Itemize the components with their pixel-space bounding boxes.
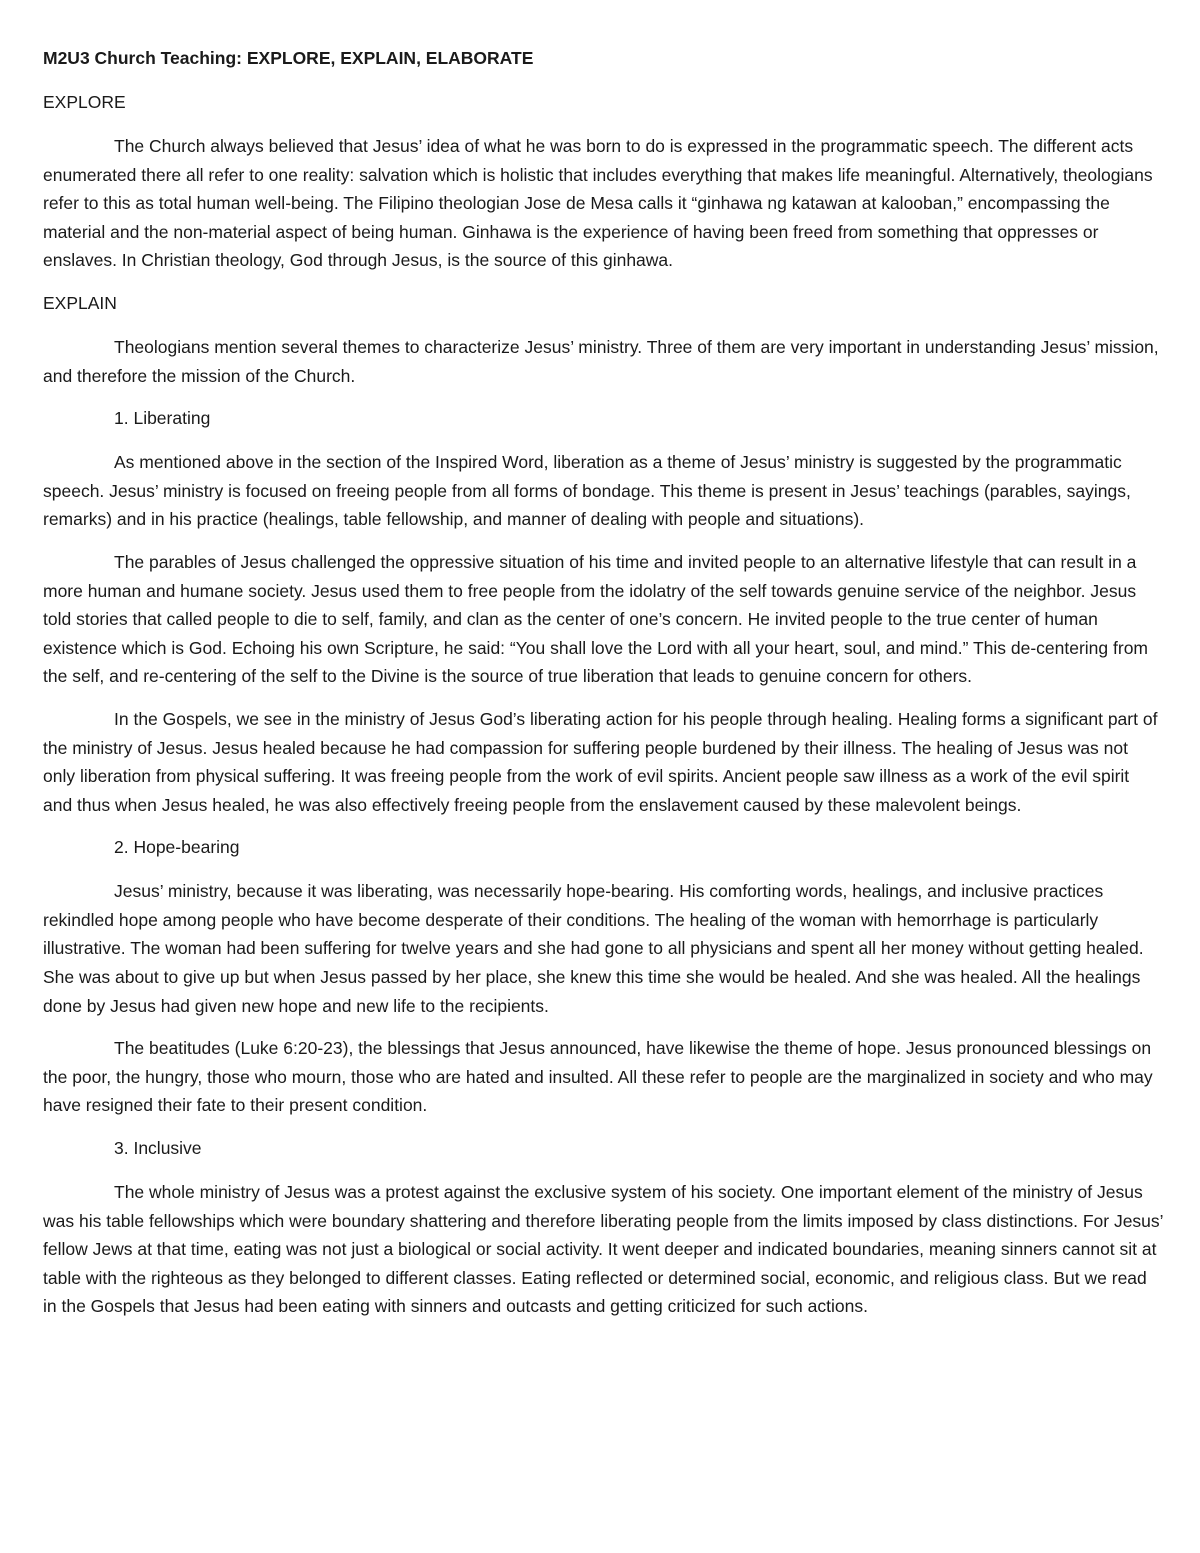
theme-heading-liberating: 1. Liberating bbox=[114, 408, 211, 429]
liberating-paragraph: The parables of Jesus challenged the oppressive situation of his time and invited people to an alternative lifestyle that can result in a more human and humane society. Jesus used them to free people from the idolatry of the self towards genuine service of the neighbor. Jesus told stories that called people to die to self, family, and clan as the center of one’s concern. He invited people to the true center of human existence which is God. Echoing his own Scripture, he said: “You shall love the Lord with all your heart, soul, and mind.” This de-centering from the self, and re-centering of the self to the Divine is the source of true liberation that leads to genuine concern for others. bbox=[43, 551, 1149, 687]
document-title: M2U3 Church Teaching: EXPLORE, EXPLAIN, ELABORATE bbox=[43, 48, 534, 68]
explore-paragraph: The Church always believed that Jesus’ idea of what he was born to do is expressed in the programmatic speech. The different acts enumerated there all refer to one reality: salvation which is holistic that includes everything that makes life meaningful. Alternatively, theologians refer to this as total human well-being. The Filipino theologian Jose de Mesa calls it “ginhawa ng katawan at kalooban,” encompassing the material and the non-material aspect of being human. Ginhawa is the experience of having been freed from something that oppresses or enslaves. In Christian theology, God through Jesus, is the source of this ginhawa. bbox=[43, 136, 1153, 271]
theme-heading-inclusive: 3. Inclusive bbox=[114, 1138, 202, 1159]
document-page bbox=[43, 44, 1163, 1335]
liberating-paragraph: In the Gospels, we see in the ministry of Jesus God’s liberating action for his people through healing. Healing forms a significant part of the ministry of Jesus. Jesus healed because he had compassion for suffering people burdened by their illness. The healing of Jesus was not only liberation from physical suffering. It was freeing people from the work of evil spirits. Ancient people saw illness as a work of the evil spirit and thus when Jesus healed, he was also effectively freeing people from the enslavement caused by these malevolent beings. bbox=[43, 708, 1158, 815]
explain-heading: EXPLAIN bbox=[43, 292, 117, 313]
hope-bearing-paragraph: The beatitudes (Luke 6:20-23), the blessings that Jesus announced, have likewise the theme of hope. Jesus pronounced blessings on the poor, the hungry, those who mourn, those who are hated and insulted. All these refer to people are the marginalized in society and who may have resigned their fate to their present condition. bbox=[43, 1038, 1153, 1116]
explore-heading: EXPLORE bbox=[43, 92, 126, 112]
hope-bearing-paragraph: Jesus’ ministry, because it was liberating, was necessarily hope-bearing. His comforting words, healings, and inclusive practices rekindled hope among people who have become desperate of their conditions. The healing of the woman with hemorrhage is particularly illustrative. The woman had been suffering for twelve years and she had gone to all physicians and spent all her money without getting healed. She was about to give up but when Jesus passed by her place, she knew this time she would be healed. And she was healed. All the healings done by Jesus had given new hope and new life to the recipients. bbox=[43, 881, 1144, 1016]
theme-heading-hope-bearing: 2. Hope-bearing bbox=[114, 837, 240, 858]
liberating-paragraph: As mentioned above in the section of the Inspired Word, liberation as a theme of Jesus’ ministry is suggested by the programmatic speech. Jesus’ ministry is focused on freeing people from all forms of bondage. This theme is present in Jesus’ teachings (parables, sayings, remarks) and in his practice (healings, table fellowship, and manner of dealing with people and situations). bbox=[43, 452, 1131, 530]
explain-intro-paragraph: Theologians mention several themes to characterize Jesus’ ministry. Three of them are very important in understanding Jesus’ mission, and therefore the mission of the Church. bbox=[43, 336, 1159, 386]
inclusive-paragraph: The whole ministry of Jesus was a protest against the exclusive system of his society. One important element of the ministry of Jesus was his table fellowships which were boundary shattering and therefore liberating people from the limits imposed by class distinctions. For Jesus’ fellow Jews at that time, eating was not just a biological or social activity. It went deeper and indicated boundaries, meaning sinners cannot sit at table with the righteous as they belonged to different classes. Eating reflected or determined social, economic, and religious class. But we read in the Gospels that Jesus had been eating with sinners and outcasts and getting criticized for such actions. bbox=[43, 1182, 1163, 1317]
